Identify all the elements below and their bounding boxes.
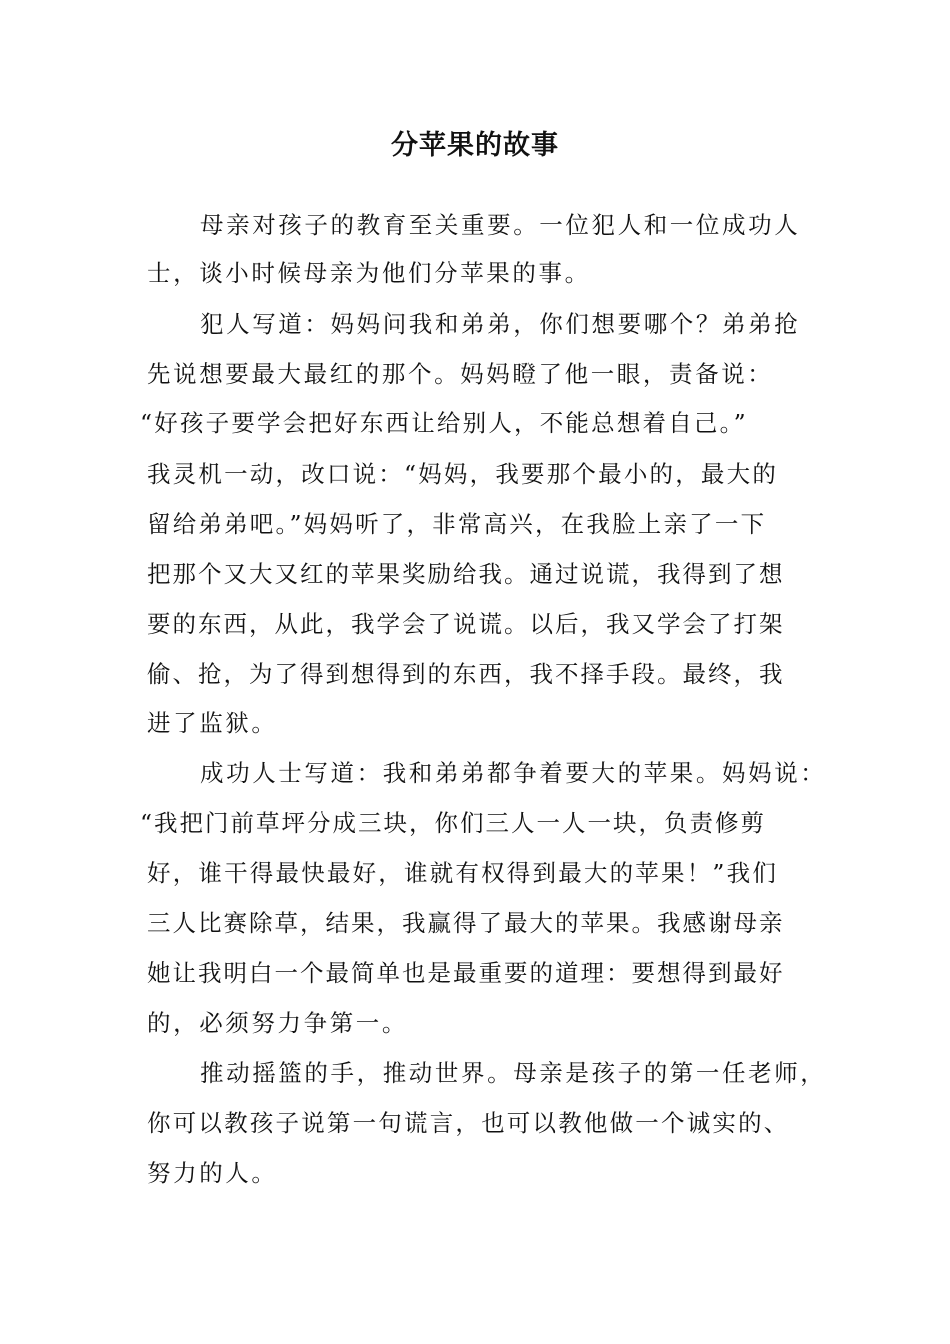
paragraph-4-line-3: 努力的人。	[147, 1159, 278, 1187]
paragraph-2-line-7: 要的东西，从此，我学会了说谎。以后，我又学会了打架	[147, 610, 785, 638]
paragraph-4-line-1: 推动摇篮的手，推动世界。母亲是孩子的第一任老师，	[200, 1059, 827, 1087]
paragraph-2-line-9: 进了监狱。	[147, 709, 278, 737]
paragraph-2-line-3: “好孩子要学会把好东西让给别人，不能总想着自己。”	[140, 409, 748, 437]
paragraph-3-line-4: 三人比赛除草，结果，我赢得了最大的苹果。我感谢母亲	[147, 909, 785, 937]
paragraph-3-line-6: 的，必须努力争第一。	[147, 1009, 408, 1037]
paragraph-2-line-4: 我灵机一动，改口说：“妈妈，我要那个最小的，最大的	[147, 460, 779, 488]
paragraph-2-line-1: 犯人写道：妈妈问我和弟弟，你们想要哪个？弟弟抢	[200, 310, 801, 338]
paragraph-1-line-1: 母亲对孩子的教育至关重要。一位犯人和一位成功人	[200, 211, 801, 239]
paragraph-2-line-5: 留给弟弟吧。”妈妈听了，非常高兴，在我脸上亲了一下	[147, 510, 767, 538]
paragraph-3-line-1: 成功人士写道：我和弟弟都争着要大的苹果。妈妈说：	[200, 759, 827, 787]
document-title: 分苹果的故事	[391, 130, 559, 161]
paragraph-1-line-2: 士，谈小时候母亲为他们分苹果的事。	[147, 259, 591, 287]
paragraph-2-line-6: 把那个又大又红的苹果奖励给我。通过说谎，我得到了想	[147, 560, 785, 588]
paragraph-3-line-5: 她让我明白一个最简单也是最重要的道理：要想得到最好	[147, 959, 785, 987]
paragraph-2-line-2: 先说想要最大最红的那个。妈妈瞪了他一眼，责备说：	[147, 360, 774, 388]
paragraph-2-line-8: 偷、抢，为了得到想得到的东西，我不择手段。最终，我	[147, 660, 785, 688]
paragraph-3-line-3: 好，谁干得最快最好，谁就有权得到最大的苹果！”我们	[147, 859, 779, 887]
paragraph-4-line-2: 你可以教孩子说第一句谎言，也可以教他做一个诚实的、	[147, 1109, 790, 1137]
paragraph-3-line-2: “我把门前草坪分成三块，你们三人一人一块，负责修剪	[140, 809, 767, 837]
